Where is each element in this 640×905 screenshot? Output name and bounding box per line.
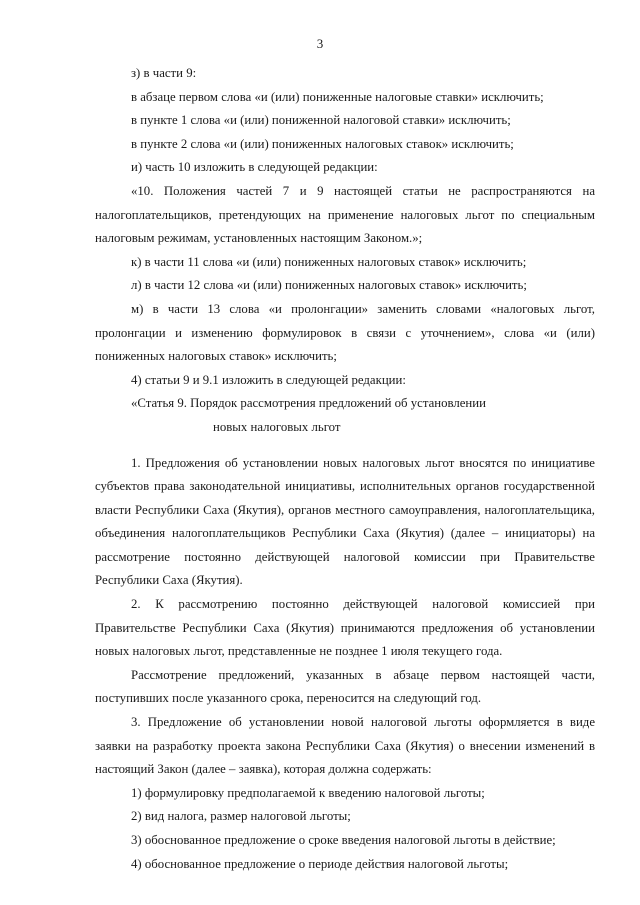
document-body: [95, 62, 595, 876]
list-item-3: 3) обоснованное предложение о сроке введения налоговой льготы в действие;: [131, 833, 556, 847]
page-number: 3: [316, 36, 324, 51]
paragraph-z: з) в части 9:: [131, 66, 197, 80]
paragraph-k: к) в части 11 слова «и (или) пониженных налоговых ставок» исключить;: [131, 254, 527, 269]
paragraph-i: и) часть 10 изложить в следующей редакции:: [131, 160, 378, 175]
paragraph-l: л) в части 12 слова «и (или) пониженных налоговых ставок» исключить;: [131, 278, 527, 293]
paragraph-z-punkt2: в пункте 2 слова «и (или) пониженных налоговых ставок» исключить;: [131, 136, 514, 151]
article-title-continued: новых налоговых льгот: [213, 419, 341, 434]
list-item-4: 4) обоснованное предложение о периоде действия налоговой льготы;: [131, 856, 509, 871]
paragraph-part10: «10. Положения частей 7 и 9 настоящей статьи не распространяются на налогоплательщиков, претендующих на применение налоговых льгот по специальным налоговым режимам, установленных настоящим Законом.»;: [95, 183, 595, 246]
paragraph-z-abzac: в абзаце первом слова «и (или) пониженные налоговые ставки» исключить;: [131, 89, 544, 104]
paragraph-part3: 3. Предложение об установлении новой налоговой льготы оформляется в виде заявки на разработку проекта закона Республики Саха (Якутия) о внесении изменений в настоящий Закон (далее – заявка), которая должна содержать:: [95, 715, 595, 777]
paragraph-part1: 1. Предложения об установлении новых налоговых льгот вносятся по инициативе субъектов права законодательной инициативы, исполнительных органов государственной власти Республики Саха (Якутия), органов местного самоуправления, налогоплательщика, объединения налогоплательщиков Республики Саха (Якутия) (далее – инициаторы) на рассмотрение постоянно действующей налоговой комиссии при Правительстве Республики Саха (Якутия).: [95, 455, 595, 588]
paragraph-part2-abzac: Рассмотрение предложений, указанных в абзаце первом настоящей части, поступивших после указанного срока, переносится на следующий год.: [95, 667, 595, 706]
list-item-1: 1) формулировку предполагаемой к введению налоговой льготы;: [131, 785, 485, 800]
paragraph-z-punkt1: в пункте 1 слова «и (или) пониженной налоговой ставки» исключить;: [131, 113, 511, 128]
paragraph-part2: 2. К рассмотрению постоянно действующей налоговой комиссией при Правительстве Республики Саха (Якутия) принимаются предложения об установлении новых налоговых льгот, представленные не позднее 1 июля текущего года.: [95, 597, 595, 659]
paragraph-4: 4) статьи 9 и 9.1 изложить в следующей редакции:: [131, 372, 406, 387]
paragraph-m: м) в части 13 слова «и пролонгации» заменить словами «налоговых льгот, пролонгации и изменению формулировок в связи с уточнением», слова «и (или) пониженных налоговых ставок» исключить;: [95, 301, 595, 364]
spacer: [95, 440, 595, 452]
article-title: «Статья 9. Порядок рассмотрения предложений об установлении: [131, 396, 486, 411]
list-item-2: 2) вид налога, размер налоговой льготы;: [131, 809, 351, 824]
